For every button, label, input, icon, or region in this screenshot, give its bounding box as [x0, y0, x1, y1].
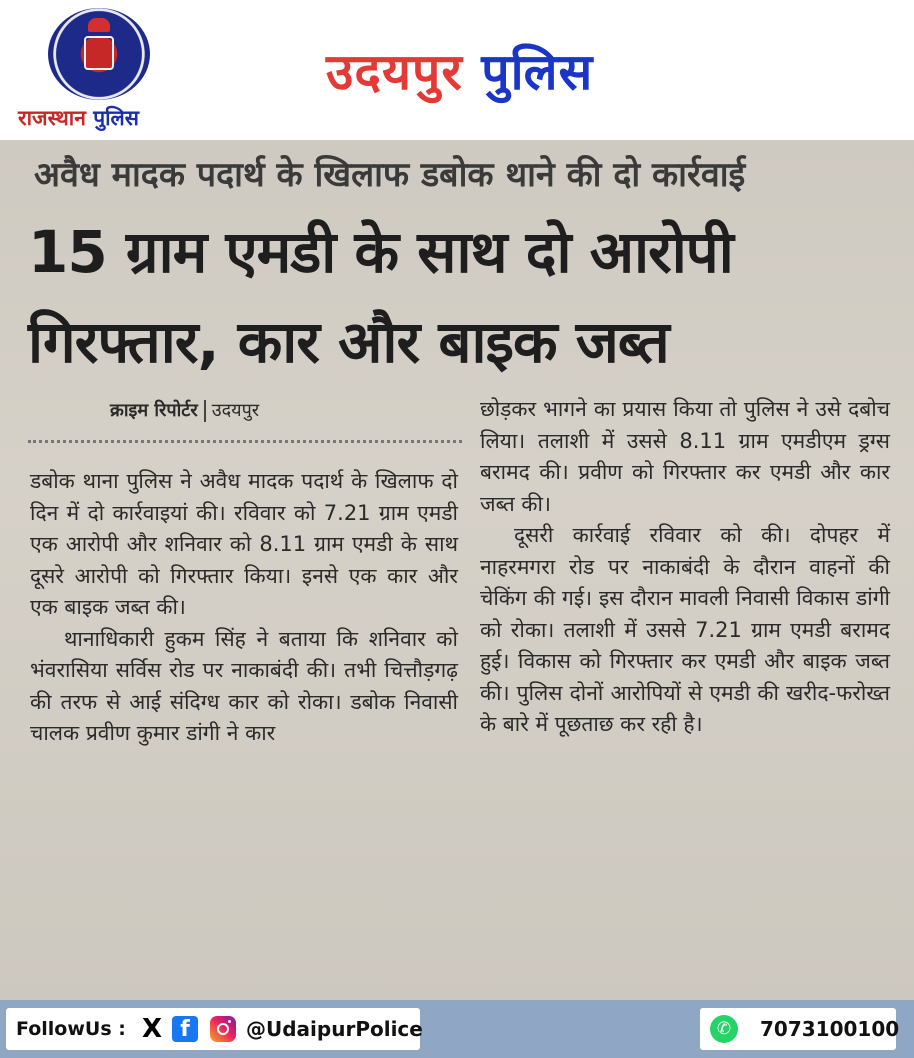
brand-title-police: पुलिस	[481, 43, 594, 101]
instagram-icon[interactable]	[210, 1016, 236, 1042]
x-twitter-icon[interactable]: X	[141, 1014, 163, 1044]
brand-title	[326, 36, 593, 104]
contact-box	[700, 1008, 900, 1050]
contact-phone[interactable]: 7073100100	[760, 1017, 900, 1041]
logo-crown-icon	[88, 18, 110, 32]
logo-caption-police: पुलिस	[93, 106, 139, 130]
logo-caption	[18, 104, 139, 132]
article-kicker: अवैध मादक पदार्थ के खिलाफ डबोक थाने की दो कार्रवाई	[34, 155, 746, 195]
article-paragraph: दूसरी कार्रवाई रविवार को की। दोपहर में नाहरमगरा रोड पर नाकाबंदी के दौरान वाहनों की चेकिंग की गई। इस दौरान मावली निवासी विकास डांगी को रोका। तलाशी में उससे 7.21 ग्राम एमडी बरामद हुई। विकास को गिरफ्तार कर एमडी और बाइक जब्त की। पुलिस दोनों आरोपियों से एमडी की खरीद-फरोख्त के बारे में पूछताछ कर रही है।	[480, 523, 890, 736]
article-column-left	[30, 466, 458, 750]
logo-emblem-icon	[84, 36, 114, 70]
article-paragraph: थानाधिकारी हुकम सिंह ने बताया कि शनिवार को भंवरासिया सर्विस रोड पर नाकाबंदी की। तभी चित्तौड़गढ़ की तरफ से आई संदिग्ध कार को रोका। डबोक निवासी चालक प्रवीण कुमार डांगी ने कार	[30, 626, 458, 745]
byline-author: क्राइम रिपोर्टर	[110, 400, 198, 421]
article-byline	[110, 398, 259, 422]
article-paragraph: डबोक थाना पुलिस ने अवैध मादक पदार्थ के खिलाफ दो दिन में दो कार्रवाइयां की। रविवार को 7.21 ग्राम एमडी एक आरोपी और शनिवार को 8.11 ग्राम एमडी के साथ दूसरे आरोपी को गिरफ्तार किया। इनसे एक कार और एक बाइक जब्त की।	[30, 469, 458, 619]
social-handle[interactable]: @UdaipurPolice	[246, 1017, 423, 1041]
brand-title-udaipur: उदयपुर	[326, 43, 463, 101]
article-headline-line-2: गिरफ्तार, कार और बाइक जब्त	[28, 308, 669, 376]
whatsapp-icon[interactable]: ✆	[710, 1015, 738, 1043]
social-follow-box	[6, 1008, 423, 1050]
byline-separator	[204, 400, 206, 422]
newspaper-clipping	[0, 140, 914, 1000]
article-headline-line-1: 15 ग्राम एमडी के साथ दो आरोपी	[28, 218, 733, 286]
article-paragraph: छोड़कर भागने का प्रयास किया तो पुलिस ने उसे दबोच लिया। तलाशी में उससे 8.11 ग्राम एमडीएम ड्रग्स बरामद की। प्रवीण को गिरफ्तार कर एमडी और कार जब्त की।	[480, 397, 890, 516]
header	[0, 0, 914, 140]
footer-bar	[0, 1000, 914, 1058]
logo-caption-rajasthan: राजस्थान	[18, 106, 86, 130]
byline-divider	[28, 440, 462, 443]
follow-us-label: FollowUs :	[16, 1018, 126, 1040]
article-column-right	[480, 394, 890, 741]
byline-city: उदयपुर	[211, 400, 260, 421]
rajasthan-police-logo-icon	[48, 8, 150, 100]
facebook-icon[interactable]: f	[172, 1016, 198, 1042]
